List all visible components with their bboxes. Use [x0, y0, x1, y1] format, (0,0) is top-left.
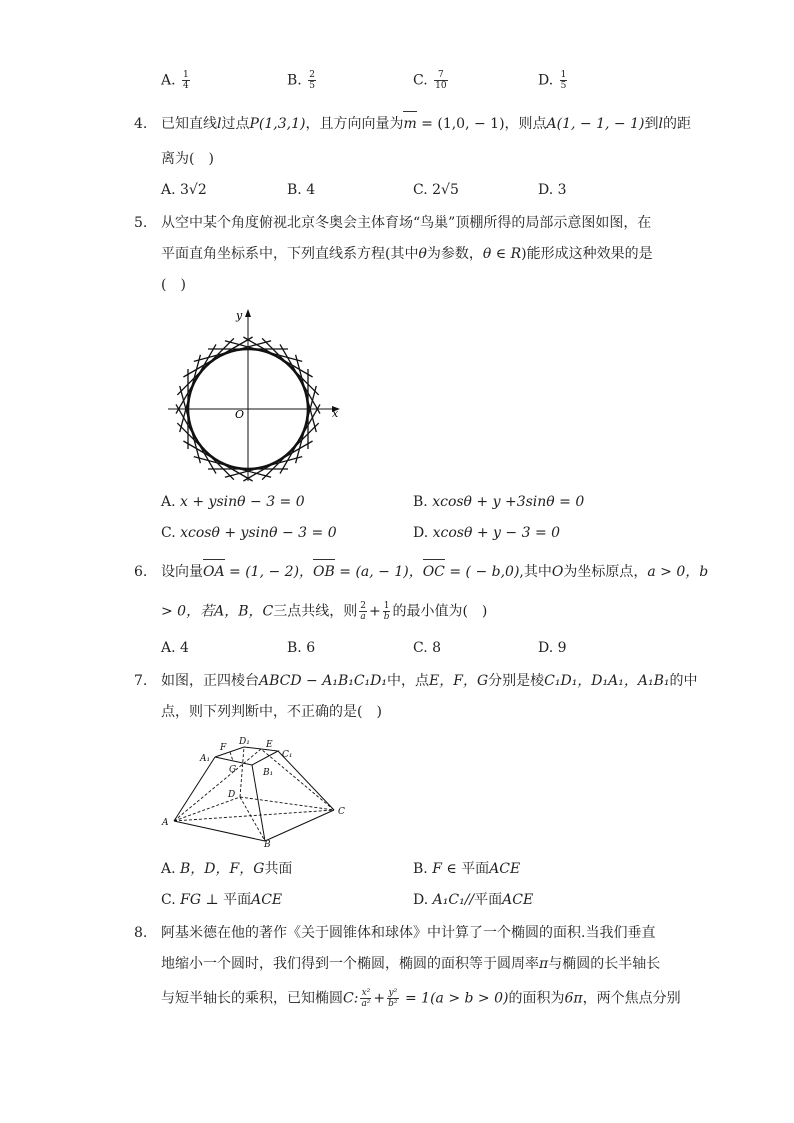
text: 三点共线，则 [273, 603, 358, 620]
option-label: C. [161, 525, 176, 541]
text: 平面 [474, 892, 503, 908]
q6-stem-line2 [161, 601, 487, 622]
text: 地缩小一个圆时，我们得到一个椭圆，椭圆的面积等于圆周率 [161, 956, 539, 972]
q4-option-c [413, 182, 459, 198]
label-a1: A₁ [200, 754, 211, 764]
q3-option-a [161, 70, 192, 91]
option-label: C. [413, 640, 428, 656]
math: ABCD − A₁B₁C₁D₁ [259, 673, 388, 689]
text: 已知直线 [161, 116, 217, 132]
text: ，两个焦点分别 [582, 990, 681, 1007]
text: )能形成这种效果的是 [521, 246, 653, 262]
q6-option-b [287, 640, 315, 656]
option-label: B. [287, 72, 302, 89]
q7-stem-line1 [161, 671, 697, 691]
math: = (a, − 1)， [334, 564, 423, 580]
edge-ab [174, 821, 265, 841]
question-number: 6. [134, 564, 148, 580]
q6-option-c [413, 640, 441, 656]
q4-option-a [161, 182, 207, 198]
q4-option-b [287, 182, 315, 198]
question-number: 8. [134, 925, 148, 941]
segment-fg [230, 752, 233, 761]
vector: OC [422, 564, 445, 580]
text: 为坐标原点， [563, 564, 648, 580]
q8-stem-line2 [161, 954, 660, 974]
edge-dc-hidden [240, 797, 334, 810]
math: l [217, 116, 222, 132]
q6-option-a [161, 640, 189, 656]
label-d1: D₁ [239, 737, 250, 747]
text: 为参数， [426, 246, 483, 262]
q4-stem-line2: 离为( ) [161, 151, 214, 167]
fraction [560, 70, 568, 91]
numerator: 7 [434, 70, 447, 81]
fraction [359, 601, 367, 622]
option-label: A. [161, 640, 176, 656]
numerator: 2 [360, 601, 366, 611]
label-f: F [220, 743, 227, 753]
math: FG ⊥ [180, 892, 224, 908]
q7-option-d [413, 889, 533, 909]
option-text: 3√2 [180, 182, 207, 198]
origin-label: O [235, 408, 245, 421]
math: ACE [489, 861, 521, 877]
q7-stem-line2: 点，则下列判断中，不正确的是( ) [161, 704, 382, 720]
option-text: 4 [180, 640, 189, 656]
math: ACE [502, 892, 534, 908]
y-axis-arrow [245, 309, 251, 317]
q8-stem-line1: 阿基米德在他的著作《关于圆锥体和球体》中计算了一个椭圆的面积.当我们垂直 [161, 925, 656, 941]
math: θ ∈ R [482, 246, 522, 262]
q6-stem-line1 [161, 562, 708, 582]
vector: OB [313, 564, 335, 580]
label-e: E [266, 740, 273, 750]
option-text: 2√5 [432, 182, 459, 198]
q8-stem-line3 [161, 988, 681, 1009]
numerator: 1 [560, 70, 567, 80]
q5-stem-line1: 从空中某个角度俯视北京冬奥会主体育场“鸟巢”顶棚所得的局部示意图如图，在 [161, 215, 652, 231]
math: = ( − b,0) [444, 564, 520, 580]
fraction [182, 70, 190, 91]
x-axis-label: x [332, 407, 339, 420]
math: C₁D₁，D₁A₁，A₁B₁ [544, 673, 670, 689]
diagonal-ac [174, 810, 334, 821]
option-text: 3 [557, 182, 567, 198]
math: A₁C₁// [432, 892, 475, 908]
math: θ [418, 246, 427, 262]
option-label: D. [538, 640, 554, 656]
q5-option-d [413, 525, 560, 541]
math: l [658, 116, 663, 132]
math: > 0，若 [161, 603, 215, 620]
math: π [539, 956, 549, 972]
denominator: a [360, 612, 366, 622]
math: ACE [251, 892, 283, 908]
option-text: xcosθ + y +3sinθ = 0 [432, 494, 585, 510]
q7-option-b [413, 858, 520, 878]
text: 平面 [461, 861, 490, 877]
edge-aa1 [174, 757, 215, 821]
q3-option-c [413, 70, 450, 91]
q4-stem-line1 [161, 114, 691, 134]
label-a: A [162, 818, 169, 828]
option-label: D. [538, 72, 554, 89]
denominator: 5 [309, 81, 315, 91]
text: = (1,0, − 1)，则点 [416, 116, 547, 132]
edge-bc [265, 810, 334, 841]
text: + [368, 603, 381, 620]
q5-option-a [161, 494, 305, 510]
numerator: x² [361, 988, 371, 998]
fraction [434, 70, 447, 91]
text: 设向量 [161, 564, 203, 580]
denominator: 4 [183, 81, 189, 91]
fraction [360, 988, 371, 1009]
text: 与短半轴长的乘积，已知椭圆 [161, 990, 343, 1007]
label-c: C [338, 807, 345, 817]
text: 分别是棱 [488, 673, 545, 689]
label-d: D [228, 790, 236, 800]
option-label: D. [413, 525, 429, 541]
option-text: x + ysinθ − 3 = 0 [180, 494, 305, 510]
text: 的面积为 [508, 990, 565, 1007]
math: E，F，G [429, 673, 489, 689]
text: 平面 [223, 892, 252, 908]
denominator: b² [388, 999, 398, 1009]
option-label: B. [287, 640, 302, 656]
option-label: A. [161, 861, 176, 877]
q7-option-c [161, 889, 282, 909]
q5-stem-line3: ( ) [161, 277, 186, 293]
option-label: D. [538, 182, 554, 198]
question-number: 5. [134, 215, 148, 231]
option-label: B. [413, 494, 428, 510]
math: O [551, 564, 564, 580]
text: 中，点 [387, 673, 430, 689]
option-text: 6 [306, 640, 316, 656]
text: ,其中 [519, 564, 552, 580]
option-label: A. [161, 182, 176, 198]
text: + [373, 990, 386, 1007]
math: P(1,3,1) [249, 116, 306, 132]
math: = 1(a > b > 0) [400, 990, 509, 1007]
text: 的中 [669, 673, 698, 689]
math: a > 0，b [647, 564, 709, 580]
numerator: y² [388, 988, 398, 998]
option-label: A. [161, 494, 176, 510]
q6-option-d [538, 640, 567, 656]
option-label: B. [287, 182, 302, 198]
text: 与椭圆的长半轴长 [548, 956, 661, 972]
q7-option-a [161, 858, 292, 878]
math: C: [343, 990, 359, 1007]
line-ce [261, 749, 334, 810]
text: 如图，正四棱台 [161, 673, 259, 689]
y-axis-label: y [236, 309, 243, 322]
option-text: 9 [557, 640, 567, 656]
numerator: 2 [309, 70, 315, 80]
edge-dd1-hidden [240, 747, 244, 797]
fraction [383, 601, 391, 622]
label-b1: B₁ [263, 768, 274, 778]
q5-stem-line2 [161, 244, 653, 264]
q5-option-b [413, 494, 584, 510]
question-number: 4. [134, 116, 148, 132]
text: 的距 [662, 116, 691, 132]
math: A(1, − 1, − 1) [546, 116, 645, 132]
bird-nest-figure [160, 305, 350, 490]
option-label: B. [413, 861, 428, 877]
text: 过点 [221, 116, 250, 132]
q3-option-b [287, 70, 318, 91]
text: 平面直角坐标系中，下列直线系方程(其中 [161, 246, 419, 262]
denominator: 10 [435, 81, 447, 91]
math: 6π [564, 990, 583, 1007]
text: 到 [644, 116, 659, 132]
text: 的最小值为( ) [392, 603, 488, 620]
option-label: C. [413, 182, 428, 198]
option-text: xcosθ + y − 3 = 0 [432, 525, 561, 541]
option-label: A. [161, 72, 176, 89]
question-number: 7. [134, 673, 148, 689]
denominator: 5 [560, 81, 567, 91]
numerator: 1 [183, 70, 189, 80]
fraction [308, 70, 316, 91]
option-label: D. [413, 892, 429, 908]
numerator: 1 [383, 601, 390, 611]
denominator: b [383, 612, 390, 622]
q5-option-c [161, 525, 337, 541]
label-b: B [264, 840, 271, 847]
math: A，B，C [214, 603, 274, 620]
math: F ∈ [432, 861, 462, 877]
vector: m [403, 116, 417, 132]
q3-option-d [538, 70, 569, 91]
denominator: a² [361, 999, 371, 1009]
math: B，D，F，G [180, 861, 265, 877]
option-label: C. [161, 892, 176, 908]
text: 共面 [264, 861, 293, 877]
option-text: 4 [306, 182, 316, 198]
option-text: xcosθ + ysinθ − 3 = 0 [180, 525, 337, 541]
fraction [387, 988, 398, 1009]
frustum-figure [160, 735, 360, 847]
text: ，且方向向量为 [305, 116, 404, 132]
vector: OA [203, 564, 225, 580]
option-label: C. [413, 72, 428, 89]
label-c1: C₁ [282, 750, 293, 760]
math: = (1, − 2)， [224, 564, 314, 580]
option-text: 8 [432, 640, 442, 656]
q4-option-d [538, 182, 567, 198]
label-g: G [229, 765, 237, 775]
